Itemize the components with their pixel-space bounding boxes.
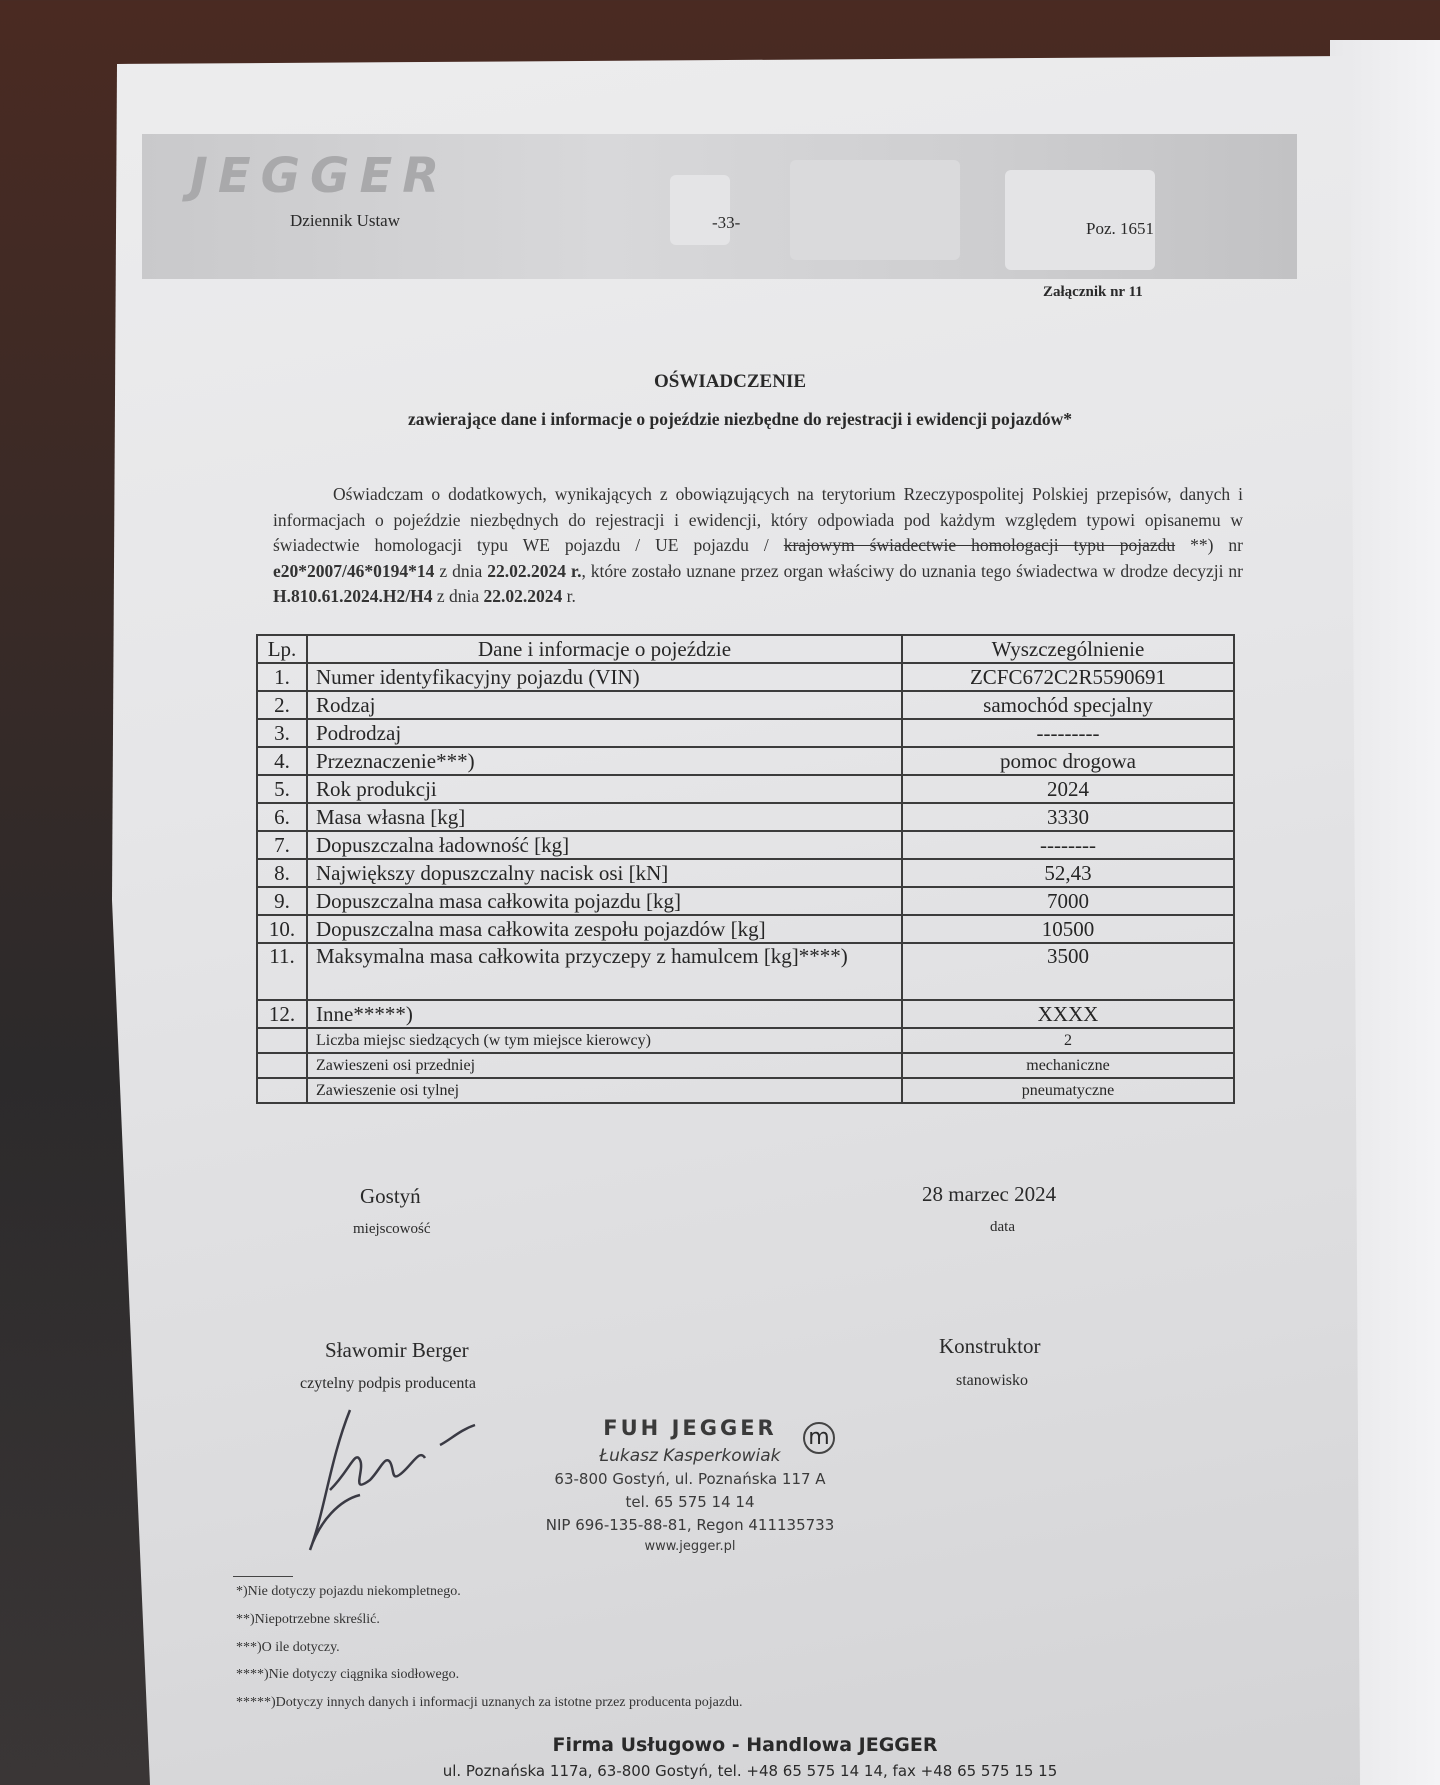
row-number: 11. [257, 943, 307, 1000]
row-number: 9. [257, 887, 307, 915]
stamp-company: FUH JEGGER [603, 1416, 777, 1440]
date-label: data [990, 1219, 1015, 1235]
stamp-owner: Łukasz Kasperkowiak [599, 1446, 781, 1466]
row-label: Inne*****) [307, 1000, 902, 1028]
row-label: Dopuszczalna masa całkowita pojazdu [kg] [307, 887, 902, 915]
row-number-empty [257, 1078, 307, 1103]
approval-number: e20*2007/46*0194*14 [273, 560, 435, 581]
row-value: 7000 [902, 887, 1234, 915]
row-label: Zawieszenie osi tylnej [307, 1078, 902, 1103]
jegger-logo: JEGGER [190, 148, 450, 204]
document-title: OŚWIADCZENIE [653, 371, 807, 392]
table-row [257, 719, 1234, 747]
decision-date: 22.02.2024 [483, 586, 563, 606]
signatory-name: Sławomir Berger [325, 1338, 469, 1362]
table-header-row [257, 635, 1234, 663]
row-label: Numer identyfikacyjny pojazdu (VIN) [307, 663, 902, 691]
row-label: Liczba miejsc siedzących (w tym miejsce kierowcy) [307, 1028, 902, 1053]
signatory-label: czytelny podpis producenta [300, 1375, 476, 1392]
row-number-empty [257, 1053, 307, 1078]
position-number: Poz. 1651 [1086, 219, 1154, 238]
row-value: pomoc drogowa [902, 747, 1234, 775]
row-number: 6. [257, 803, 307, 831]
row-value: --------- [902, 719, 1234, 747]
stamp-nip: NIP 696-135-88-81, Regon 411135733 [545, 1516, 835, 1534]
row-number: 7. [257, 831, 307, 859]
row-value: pneumatyczne [902, 1078, 1234, 1103]
row-value: 52,43 [902, 859, 1234, 887]
table-row [257, 691, 1234, 719]
row-number: 2. [257, 691, 307, 719]
footnote-4: ****)Nie dotyczy ciągnika siodłowego. [236, 1667, 460, 1682]
date-value: 28 marzec 2024 [922, 1182, 1057, 1206]
row-label: Przeznaczenie***) [307, 747, 902, 775]
row-label: Rodzaj [307, 691, 902, 719]
truck-illustration [670, 175, 730, 245]
row-value: samochód specjalny [902, 691, 1234, 719]
row-number: 3. [257, 719, 307, 747]
table-row [257, 803, 1234, 831]
row-number-empty [257, 1028, 307, 1053]
page-number: -33- [712, 213, 741, 232]
document-subtitle: zawierające dane i informacje o pojeździe niezbędne do rejestracji i ewidencji pojazdów* [407, 409, 1073, 429]
vehicle-data-table [256, 634, 1235, 1104]
row-label: Rok produkcji [307, 775, 902, 803]
struck-text: krajowym świadectwie homologacji typu pojazdu [783, 535, 1176, 555]
footnote-1: *)Nie dotyczy pojazdu niekompletnego. [236, 1584, 461, 1599]
row-number: 5. [257, 775, 307, 803]
table-row-extra [257, 1078, 1234, 1103]
row-label: Podrodzaj [307, 719, 902, 747]
trailer-illustration [790, 160, 960, 260]
row-number: 1. [257, 663, 307, 691]
row-number: 10. [257, 915, 307, 943]
annex-label: Załącznik nr 11 [1043, 284, 1143, 300]
row-label: Maksymalna masa całkowita przyczepy z hamulcem [kg]****) [307, 943, 902, 1000]
stamp-address: 63-800 Gostyń, ul. Poznańska 117 A [554, 1470, 826, 1488]
row-label: Masa własna [kg] [307, 803, 902, 831]
row-value: mechaniczne [902, 1053, 1234, 1078]
footnote-divider [233, 1576, 293, 1577]
row-label: Zawieszeni osi przedniej [307, 1053, 902, 1078]
row-number: 4. [257, 747, 307, 775]
place-label: miejscowość [353, 1221, 431, 1237]
table-row [257, 887, 1234, 915]
table-row [257, 747, 1234, 775]
row-label: Największy dopuszczalny nacisk osi [kN] [307, 859, 902, 887]
stamp-emblem-icon: m [803, 1422, 835, 1454]
footer-company: Firma Usługowo - Handlowa JEGGER [552, 1734, 938, 1756]
table-row [257, 831, 1234, 859]
table-row [257, 915, 1234, 943]
position-value: Konstruktor [939, 1334, 1041, 1358]
header-value: Wyszczególnienie [902, 635, 1234, 663]
table-row [257, 859, 1234, 887]
row-value: 2024 [902, 775, 1234, 803]
row-value: 2 [902, 1028, 1234, 1053]
header-data: Dane i informacje o pojeździe [307, 635, 902, 663]
decision-number: H.810.61.2024.H2/H4 [273, 586, 433, 606]
stamp-phone: tel. 65 575 14 14 [625, 1493, 755, 1511]
journal-name: Dziennik Ustaw [290, 211, 401, 230]
header-lp: Lp. [257, 635, 307, 663]
approval-date: 22.02.2024 r. [487, 560, 582, 581]
footnote-5: *****)Dotyczy innych danych i informacji uznanych za istotne przez producenta pojazdu. [236, 1695, 743, 1710]
position-label: stanowisko [956, 1372, 1028, 1389]
row-label: Dopuszczalna masa całkowita zespołu pojazdów [kg] [307, 915, 902, 943]
row-value: 3330 [902, 803, 1234, 831]
handwritten-signature [290, 1400, 500, 1570]
place-value: Gostyń [360, 1184, 421, 1208]
row-value: XXXX [902, 1000, 1234, 1028]
footnote-2: **)Niepotrzebne skreślić. [236, 1612, 380, 1627]
row-number: 12. [257, 1000, 307, 1028]
footnote-3: ***)O ile dotyczy. [236, 1640, 340, 1655]
table-row [257, 663, 1234, 691]
row-label: Dopuszczalna ładowność [kg] [307, 831, 902, 859]
table-row [257, 775, 1234, 803]
row-number: 8. [257, 859, 307, 887]
footer-address: ul. Poznańska 117a, 63-800 Gostyń, tel. +48 65 575 14 14, fax +48 65 575 15 15 [442, 1762, 1058, 1780]
stamp-website: www.jegger.pl [644, 1539, 736, 1554]
row-value: 3500 [902, 943, 1234, 1000]
row-value: 10500 [902, 915, 1234, 943]
table-row [257, 1000, 1234, 1028]
row-value: -------- [902, 831, 1234, 859]
table-row [257, 943, 1234, 1000]
declaration-paragraph: Oświadczam o dodatkowych, wynikających z obowiązujących na terytorium Rzeczypospolitej Polskiej przepisów, danych i informacjach o pojeździe niezbędnych do rejestracji i ewidencji, który odpowiada pod każdym względem typowi opisanemu w świadectwie homologacji typu WE pojazdu / UE pojazdu / krajowym świadectwie homologacji typu pojazdu **) nr e20*2007/46*0194*14 z dnia 22.02.2024 r., które zostało uznane przez organ właściwy do uznania tego świadectwa w drodze decyzji nr H.810.61.2024.H2/H4 z dnia 22.02.2024 r. [273, 484, 1244, 606]
table-row-extra [257, 1053, 1234, 1078]
table-row-extra [257, 1028, 1234, 1053]
row-value: ZCFC672C2R5590691 [902, 663, 1234, 691]
